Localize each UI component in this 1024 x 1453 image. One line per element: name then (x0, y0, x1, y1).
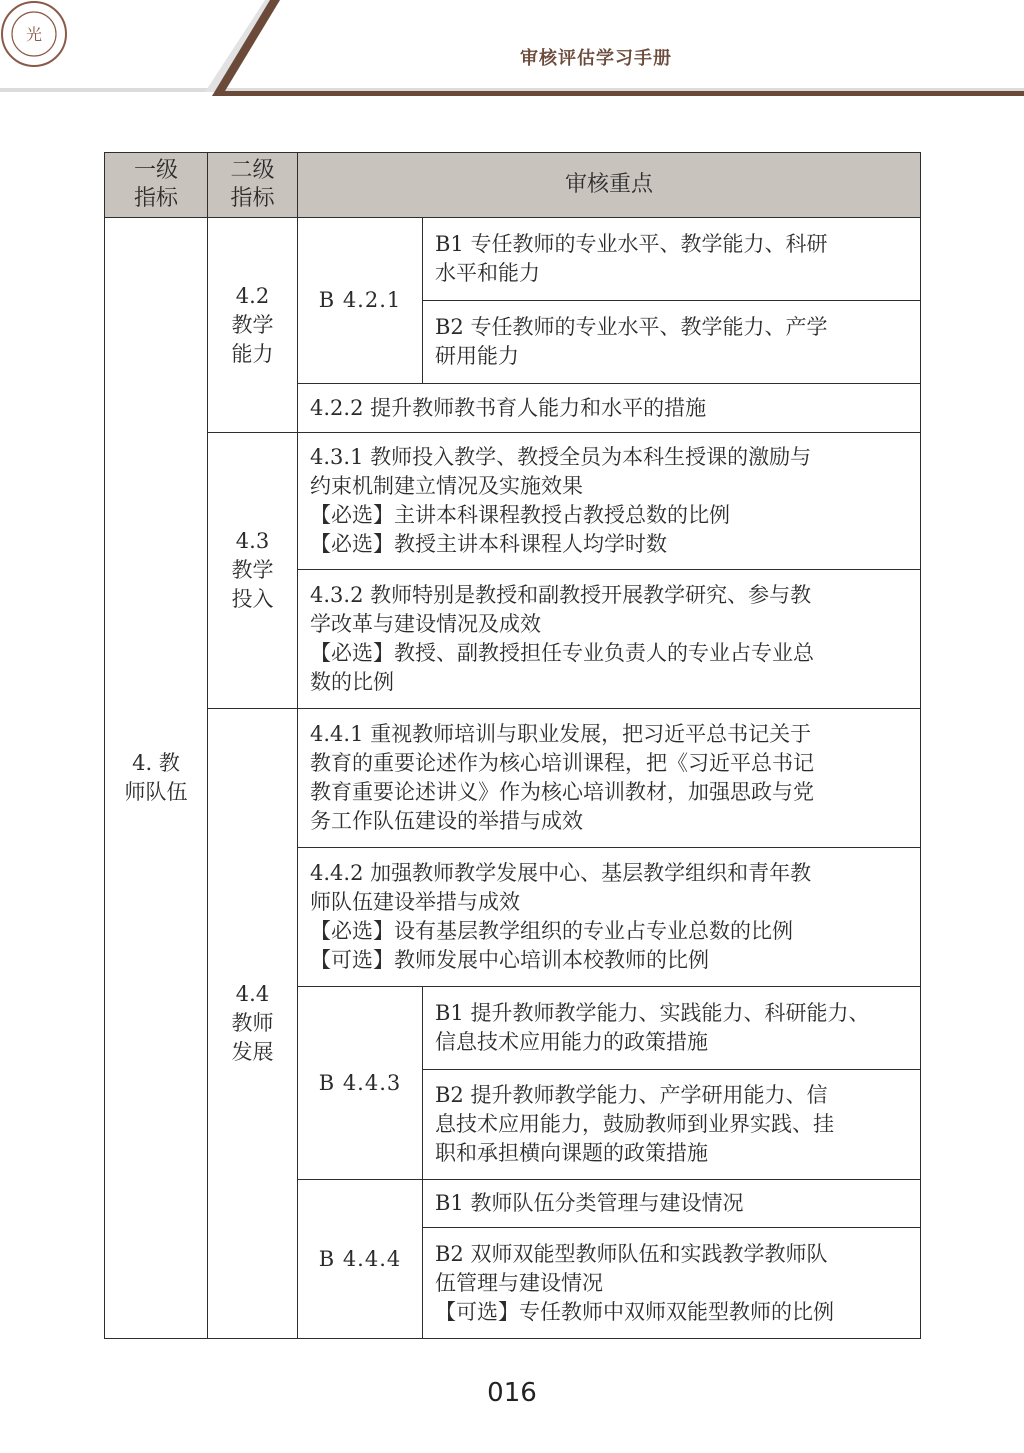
table-header-row (105, 153, 921, 218)
table-row (105, 433, 921, 570)
point-442: 4.4.2 加强教师教学发展中心、基层教学组织和青年教 师队伍建设举措与成效 【必选】设有基层教学组织的专业占专业总数的比例 【可选】教师发展中心培训本校教师的比例 (298, 848, 921, 987)
point-b1-444: B1 教师队伍分类管理与建设情况 (423, 1180, 921, 1228)
point-422: 4.2.2 提升教师教书育人能力和水平的措施 (298, 384, 921, 433)
level1-teachers: 4. 教 师队伍 (105, 218, 208, 1339)
header-band (0, 0, 1024, 100)
point-432: 4.3.2 教师特别是教授和副教授开展教学研究、参与教 学改革与建设情况及成效 【必选】教授、副教授担任专业负责人的专业占专业总 数的比例 (298, 570, 921, 709)
code-b444: B 4.4.4 (298, 1180, 423, 1339)
level2-4-2: 4.2 教学 能力 (208, 218, 298, 433)
table-row (105, 218, 921, 301)
code-b421: B 4.2.1 (298, 218, 423, 384)
point-b2-444: B2 双师双能型教师队伍和实践教学教师队 伍管理与建设情况 【可选】专任教师中双师双能型教师的比例 (423, 1228, 921, 1339)
svg-text:光: 光 (25, 25, 43, 44)
point-b2-443: B2 提升教师教学能力、产学研用能力、信 息技术应用能力，鼓励教师到业界实践、挂 职和承担横向课题的政策措施 (423, 1070, 921, 1180)
review-criteria-table (104, 152, 921, 1339)
code-b443: B 4.4.3 (298, 987, 423, 1180)
point-b1-421: B1 专任教师的专业水平、教学能力、科研 水平和能力 (423, 218, 921, 301)
page-header (0, 0, 1024, 100)
table-row (105, 709, 921, 848)
university-logo-icon (0, 0, 68, 68)
point-431: 4.3.1 教师投入教学、教授全员为本科生授课的激励与 约束机制建立情况及实施效果 【必选】主讲本科课程教授占教授总数的比例 【必选】教授主讲本科课程人均学时数 (298, 433, 921, 570)
point-b2-421: B2 专任教师的专业水平、教学能力、产学 研用能力 (423, 301, 921, 384)
point-b1-443: B1 提升教师教学能力、实践能力、科研能力、 信息技术应用能力的政策措施 (423, 987, 921, 1070)
level2-4-4: 4.4 教师 发展 (208, 709, 298, 1339)
header-level1: 一级 指标 (105, 153, 208, 218)
header-level2: 二级 指标 (208, 153, 298, 218)
handbook-title: 审核评估学习手册 (520, 48, 672, 69)
page-number: 016 (487, 1378, 537, 1408)
level2-4-3: 4.3 教学 投入 (208, 433, 298, 709)
point-441: 4.4.1 重视教师培训与职业发展，把习近平总书记关于 教育的重要论述作为核心培训课程，把《习近平总书记 教育重要论述讲义》作为核心培训教材，加强思政与党 务工作队伍建设的举措与成效 (298, 709, 921, 848)
header-review-focus: 审核重点 (298, 153, 921, 218)
